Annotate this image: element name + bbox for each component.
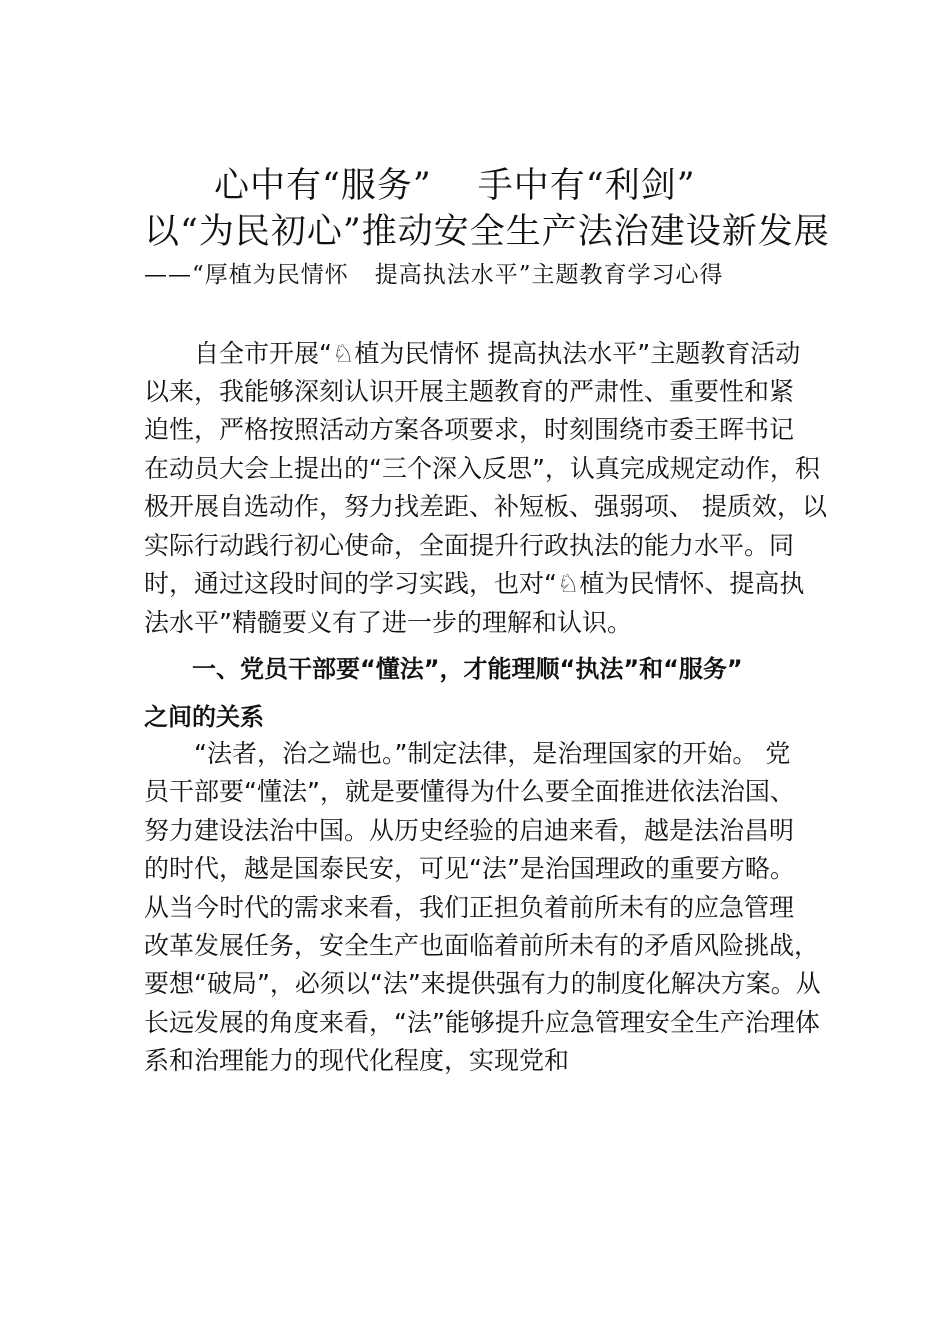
paragraph2-line: 的时代，越是国泰民安，可见“法”是治国理政的重要方略。: [144, 854, 795, 883]
paragraph1-line: 迫性，严格按照活动方案各项要求，时刻围绕市委王晖书记: [144, 415, 795, 444]
paragraph2-line: 系和治理能力的现代化程度，实现党和: [144, 1046, 570, 1075]
document-subtitle: [144, 256, 724, 289]
title-part-service: 心中有“服务”: [214, 166, 432, 206]
section1-heading-line: 之间的关系: [144, 703, 264, 731]
subtitle-part2: 提高执法水平”主题教育学习心得: [374, 262, 724, 288]
paragraph1-line: 时，通过这段时间的学习实践，也对“♘植为民情怀、提高执: [144, 569, 805, 598]
paragraph2-line: 长远发展的角度来看，“法”能够提升应急管理安全生产治理体: [144, 1008, 820, 1037]
title-part-sword: 手中有“利剑”: [477, 166, 696, 206]
paragraph2-line: “法者，治之端也。”制定法律，是治理国家的开始。 党: [144, 739, 791, 768]
paragraph1-line: 以来，我能够深刻认识开展主题教育的严肃性、重要性和紧: [144, 377, 795, 406]
paragraph2-line: 要想“破局”，必须以“法”来提供强有力的制度化解决方案。从: [144, 969, 821, 998]
paragraph2-line: 改革发展任务，安全生产也面临着前所未有的矛盾风险挑战，: [144, 931, 820, 960]
paragraph1-line: 法水平”精髓要义有了进一步的理解和认识。: [144, 608, 632, 637]
document-title-line1: [214, 158, 696, 208]
section1-heading-line: 一、党员干部要“懂法”，才能理顺“执法”和“服务”: [144, 655, 743, 683]
paragraph1-line: 实际行动践行初心使命，全面提升行政执法的能力水平。同: [144, 531, 795, 560]
paragraph2-line: 从当今时代的需求来看，我们正担负着前所未有的应急管理: [144, 893, 795, 922]
document-title-line2: 以“为民初心”推动安全生产法治建设新发展: [144, 212, 830, 252]
paragraph2-line: 员干部要“懂法”，就是要懂得为什么要全面推进依法治国、: [144, 777, 795, 806]
subtitle-part1: ——“厚植为民情怀: [144, 262, 349, 288]
paragraph1-line: 在动员大会上提出的“三个深入反思”，认真完成规定动作，积: [144, 454, 820, 483]
paragraph1-line: 自全市开展“♘植为民情怀 提高执法水平”主题教育活动: [144, 339, 801, 368]
paragraph2-line: 努力建设法治中国。从历史经验的启迪来看，越是法治昌明: [144, 816, 795, 845]
paragraph1-line: 极开展自选动作，努力找差距、补短板、强弱项、 提质效，以: [144, 492, 827, 521]
